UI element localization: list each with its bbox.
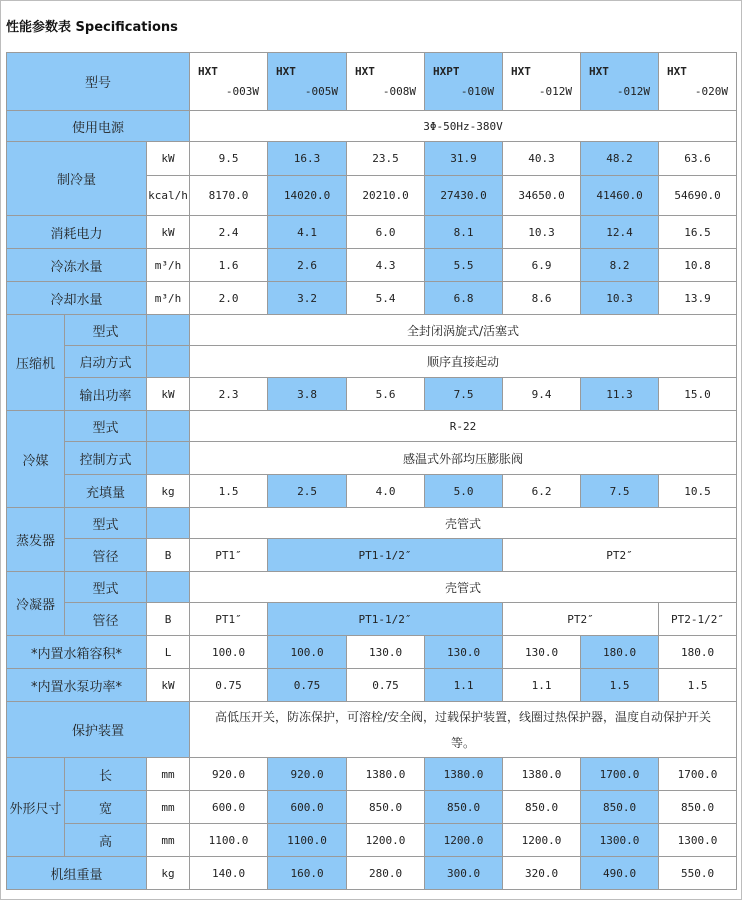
- pump-cell: 0.75: [190, 669, 268, 702]
- refrigerant-charge-row: [7, 475, 737, 508]
- chilled-water-cell: 2.6: [268, 249, 347, 282]
- cooling-kw-cell: 9.5: [190, 142, 268, 176]
- unit-kw: kW: [147, 216, 190, 249]
- length-cell: 1700.0: [581, 758, 659, 791]
- cooling-kcal-cell: 34650.0: [503, 176, 581, 216]
- compressor-output-cell: 15.0: [659, 378, 737, 411]
- weight-label: 机组重量: [7, 857, 147, 890]
- compressor-output-cell: 5.6: [347, 378, 425, 411]
- refrigerant-charge-cell: 1.5: [190, 475, 268, 508]
- refrigerant-charge-cell: 7.5: [581, 475, 659, 508]
- cooling-water-cell: 3.2: [268, 282, 347, 315]
- power-consumption-row: [7, 216, 737, 249]
- unit-mm: mm: [147, 758, 190, 791]
- page-title: 性能参数表 Specifications: [6, 20, 178, 35]
- power-supply-value: 3Φ-50Hz-380V: [190, 111, 737, 142]
- refrigerant-charge-label: 充填量: [65, 475, 147, 508]
- refrigerant-charge-cell: 4.0: [347, 475, 425, 508]
- weight-cell: 140.0: [190, 857, 268, 890]
- cooling-kcal-cell: 14020.0: [268, 176, 347, 216]
- cooling-capacity-label: 制冷量: [7, 142, 147, 216]
- cooling-kw-cell: 16.3: [268, 142, 347, 176]
- width-cell: 850.0: [659, 791, 737, 824]
- height-cell: 1300.0: [659, 824, 737, 857]
- evaporator-label: 蒸发器: [7, 508, 65, 572]
- blank-unit: [147, 411, 190, 442]
- width-cell: 850.0: [503, 791, 581, 824]
- cooling-water-row: [7, 282, 737, 315]
- unit-kw: kW: [147, 378, 190, 411]
- unit-b: B: [147, 603, 190, 636]
- cooling-water-cell: 2.0: [190, 282, 268, 315]
- model-label: 型号: [7, 53, 190, 111]
- pump-label: *内置水泵功率*: [7, 669, 147, 702]
- height-row: [7, 824, 737, 857]
- height-cell: 1100.0: [268, 824, 347, 857]
- condenser-pipe-cell: PT1-1/2″: [268, 603, 503, 636]
- protection-row: [7, 702, 737, 758]
- tank-cell: 130.0: [347, 636, 425, 669]
- condenser-pipe-row: [7, 603, 737, 636]
- height-cell: 1100.0: [190, 824, 268, 857]
- weight-cell: 300.0: [425, 857, 503, 890]
- protection-label: 保护装置: [7, 702, 190, 758]
- tank-cell: 180.0: [659, 636, 737, 669]
- refrigerant-control-label: 控制方式: [65, 442, 147, 475]
- weight-cell: 280.0: [347, 857, 425, 890]
- power-consumption-cell: 2.4: [190, 216, 268, 249]
- evaporator-type-row: [7, 508, 737, 539]
- width-cell: 850.0: [581, 791, 659, 824]
- power-consumption-cell: 12.4: [581, 216, 659, 249]
- model-7: HXT -020W: [659, 53, 737, 111]
- dimensions-label: 外形尺寸: [7, 758, 65, 857]
- condenser-pipe-cell: PT2-1/2″: [659, 603, 737, 636]
- width-cell: 600.0: [190, 791, 268, 824]
- tank-label: *内置水箱容积*: [7, 636, 147, 669]
- unit-flow: m³/h: [147, 282, 190, 315]
- weight-cell: 550.0: [659, 857, 737, 890]
- cooling-kw-row: [7, 142, 737, 176]
- evaporator-pipe-label: 管径: [65, 539, 147, 572]
- refrigerant-label: 冷媒: [7, 411, 65, 508]
- tank-cell: 180.0: [581, 636, 659, 669]
- compressor-start-label: 启动方式: [65, 346, 147, 378]
- chilled-water-cell: 4.3: [347, 249, 425, 282]
- cooling-water-cell: 8.6: [503, 282, 581, 315]
- cooling-kw-cell: 40.3: [503, 142, 581, 176]
- compressor-output-cell: 9.4: [503, 378, 581, 411]
- compressor-output-cell: 11.3: [581, 378, 659, 411]
- width-cell: 600.0: [268, 791, 347, 824]
- cooling-water-label: 冷却水量: [7, 282, 147, 315]
- pump-cell: 1.5: [581, 669, 659, 702]
- power-consumption-cell: 8.1: [425, 216, 503, 249]
- chilled-water-cell: 5.5: [425, 249, 503, 282]
- height-cell: 1300.0: [581, 824, 659, 857]
- length-cell: 1380.0: [425, 758, 503, 791]
- pump-cell: 0.75: [268, 669, 347, 702]
- chilled-water-row: [7, 249, 737, 282]
- evaporator-type-label: 型式: [65, 508, 147, 539]
- unit-kg: kg: [147, 857, 190, 890]
- unit-l: L: [147, 636, 190, 669]
- weight-cell: 320.0: [503, 857, 581, 890]
- height-label: 高: [65, 824, 147, 857]
- cooling-kcal-cell: 41460.0: [581, 176, 659, 216]
- chilled-water-cell: 8.2: [581, 249, 659, 282]
- chilled-water-cell: 6.9: [503, 249, 581, 282]
- blank-unit: [147, 508, 190, 539]
- refrigerant-charge-cell: 6.2: [503, 475, 581, 508]
- compressor-label: 压缩机: [7, 315, 65, 411]
- condenser-pipe-cell: PT2″: [503, 603, 659, 636]
- condenser-pipe-cell: PT1″: [190, 603, 268, 636]
- chilled-water-cell: 1.6: [190, 249, 268, 282]
- power-supply-row: [7, 111, 737, 142]
- cooling-kw-cell: 63.6: [659, 142, 737, 176]
- compressor-output-cell: 2.3: [190, 378, 268, 411]
- weight-cell: 160.0: [268, 857, 347, 890]
- tank-cell: 100.0: [190, 636, 268, 669]
- power-consumption-cell: 4.1: [268, 216, 347, 249]
- evaporator-pipe-cell: PT1″: [190, 539, 268, 572]
- length-cell: 920.0: [190, 758, 268, 791]
- blank-unit: [147, 346, 190, 378]
- condenser-pipe-label: 管径: [65, 603, 147, 636]
- tank-row: [7, 636, 737, 669]
- evaporator-pipe-cell: PT2″: [503, 539, 737, 572]
- refrigerant-charge-cell: 2.5: [268, 475, 347, 508]
- length-cell: 1380.0: [503, 758, 581, 791]
- chilled-water-cell: 10.8: [659, 249, 737, 282]
- refrigerant-type-row: [7, 411, 737, 442]
- width-row: [7, 791, 737, 824]
- tank-cell: 100.0: [268, 636, 347, 669]
- length-cell: 1700.0: [659, 758, 737, 791]
- compressor-output-cell: 7.5: [425, 378, 503, 411]
- width-label: 宽: [65, 791, 147, 824]
- refrigerant-type-label: 型式: [65, 411, 147, 442]
- condenser-type-label: 型式: [65, 572, 147, 603]
- unit-b: B: [147, 539, 190, 572]
- length-cell: 920.0: [268, 758, 347, 791]
- length-cell: 1380.0: [347, 758, 425, 791]
- cooling-kcal-cell: 8170.0: [190, 176, 268, 216]
- spec-table: [6, 52, 737, 890]
- cooling-kcal-cell: 20210.0: [347, 176, 425, 216]
- blank-unit: [147, 315, 190, 346]
- model-4: HXPT -010W: [425, 53, 503, 111]
- power-supply-label: 使用电源: [7, 111, 190, 142]
- compressor-type-row: [7, 315, 737, 346]
- refrigerant-control-row: [7, 442, 737, 475]
- cooling-kw-cell: 31.9: [425, 142, 503, 176]
- unit-kw: kW: [147, 142, 190, 176]
- tank-cell: 130.0: [503, 636, 581, 669]
- compressor-output-cell: 3.8: [268, 378, 347, 411]
- refrigerant-charge-cell: 5.0: [425, 475, 503, 508]
- cooling-water-cell: 10.3: [581, 282, 659, 315]
- weight-cell: 490.0: [581, 857, 659, 890]
- cooling-kcal-cell: 54690.0: [659, 176, 737, 216]
- refrigerant-charge-cell: 10.5: [659, 475, 737, 508]
- height-cell: 1200.0: [503, 824, 581, 857]
- evaporator-type-value: 壳管式: [190, 508, 737, 539]
- compressor-start-row: [7, 346, 737, 378]
- model-5: HXT -012W: [503, 53, 581, 111]
- pump-cell: 1.1: [425, 669, 503, 702]
- model-6: HXT -012W: [581, 53, 659, 111]
- weight-row: [7, 857, 737, 890]
- model-3: HXT -008W: [347, 53, 425, 111]
- compressor-type-label: 型式: [65, 315, 147, 346]
- compressor-output-label: 输出功率: [65, 378, 147, 411]
- condenser-type-value: 壳管式: [190, 572, 737, 603]
- pump-cell: 1.5: [659, 669, 737, 702]
- compressor-type-value: 全封闭涡旋式/活塞式: [190, 315, 737, 346]
- width-cell: 850.0: [347, 791, 425, 824]
- length-row: [7, 758, 737, 791]
- model-1: HXT -003W: [190, 53, 268, 111]
- evaporator-pipe-row: [7, 539, 737, 572]
- cooling-kcal-cell: 27430.0: [425, 176, 503, 216]
- blank-unit: [147, 572, 190, 603]
- power-consumption-cell: 10.3: [503, 216, 581, 249]
- refrigerant-type-value: R-22: [190, 411, 737, 442]
- height-cell: 1200.0: [347, 824, 425, 857]
- pump-row: [7, 669, 737, 702]
- condenser-label: 冷凝器: [7, 572, 65, 636]
- pump-cell: 0.75: [347, 669, 425, 702]
- power-consumption-cell: 16.5: [659, 216, 737, 249]
- model-row: [7, 53, 737, 111]
- condenser-type-row: [7, 572, 737, 603]
- unit-mm: mm: [147, 791, 190, 824]
- unit-flow: m³/h: [147, 249, 190, 282]
- cooling-water-cell: 13.9: [659, 282, 737, 315]
- refrigerant-control-value: 感温式外部均压膨胀阀: [190, 442, 737, 475]
- cooling-kw-cell: 48.2: [581, 142, 659, 176]
- height-cell: 1200.0: [425, 824, 503, 857]
- power-consumption-label: 消耗电力: [7, 216, 147, 249]
- model-2: HXT -005W: [268, 53, 347, 111]
- cooling-kw-cell: 23.5: [347, 142, 425, 176]
- power-consumption-cell: 6.0: [347, 216, 425, 249]
- tank-cell: 130.0: [425, 636, 503, 669]
- compressor-output-row: [7, 378, 737, 411]
- unit-mm: mm: [147, 824, 190, 857]
- cooling-water-cell: 5.4: [347, 282, 425, 315]
- width-cell: 850.0: [425, 791, 503, 824]
- cooling-water-cell: 6.8: [425, 282, 503, 315]
- length-label: 长: [65, 758, 147, 791]
- compressor-start-value: 顺序直接起动: [190, 346, 737, 378]
- unit-kg: kg: [147, 475, 190, 508]
- pump-cell: 1.1: [503, 669, 581, 702]
- unit-kcal: kcal/h: [147, 176, 190, 216]
- unit-kw: kW: [147, 669, 190, 702]
- evaporator-pipe-cell: PT1-1/2″: [268, 539, 503, 572]
- blank-unit: [147, 442, 190, 475]
- chilled-water-label: 冷冻水量: [7, 249, 147, 282]
- protection-value: 高低压开关，防冻保护，可溶栓/安全阀，过载保护装置，线圈过热保护器，温度自动保护开关等。: [190, 702, 737, 758]
